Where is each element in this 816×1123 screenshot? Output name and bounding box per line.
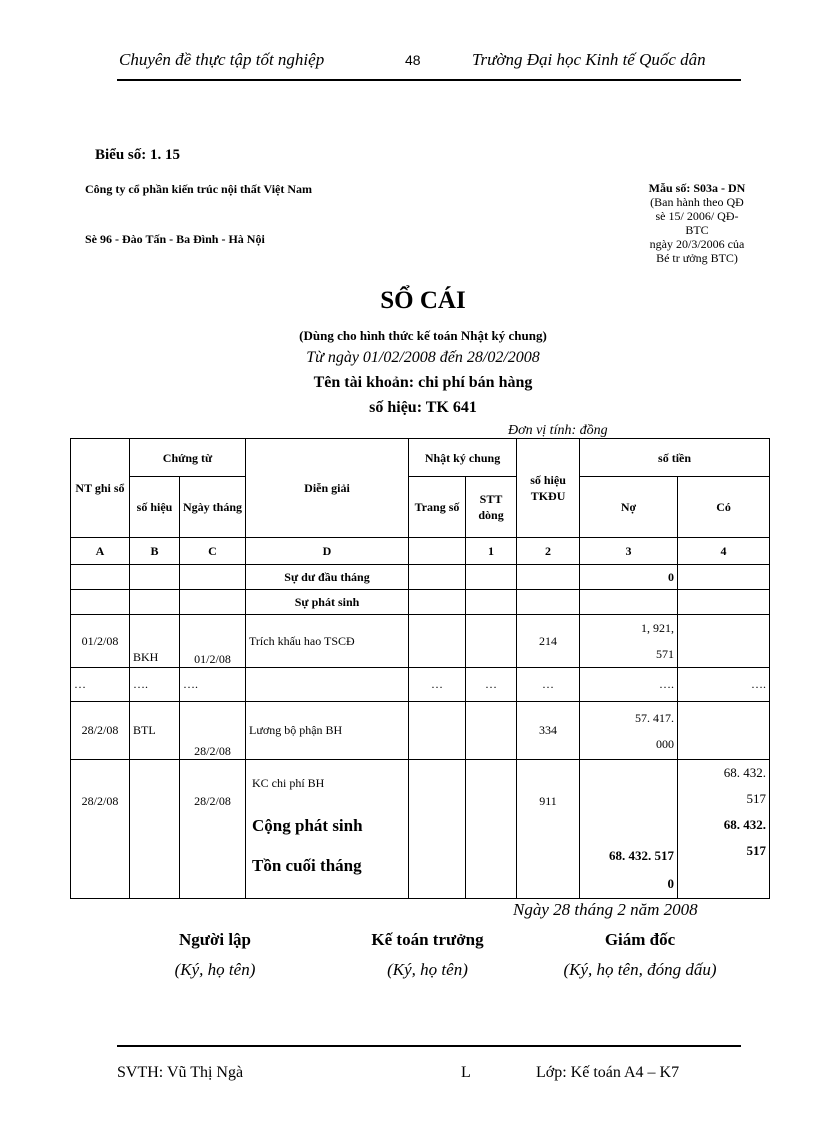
header-date: NT ghi sổ — [71, 439, 130, 538]
closing-label: Tồn cuối tháng — [252, 856, 362, 875]
opening-debit: 0 — [580, 565, 678, 590]
header-amount: số tiền — [580, 439, 770, 477]
credit-column: 68. 432. 517 68. 432. 517 — [678, 760, 770, 899]
dots-cell: … — [71, 668, 130, 702]
header-left: Chuyên đề thực tập tốt nghiệp — [119, 50, 325, 69]
table-row — [71, 590, 770, 615]
row-account: 214 — [517, 615, 580, 668]
table-row — [71, 565, 770, 590]
row-voucher-date: 28/2/08 — [180, 702, 246, 760]
header-account: số hiệu TKĐU — [517, 439, 580, 538]
dots-cell: … — [466, 668, 517, 702]
row-description: Trích khấu hao TSCĐ — [246, 615, 409, 668]
table-row — [71, 702, 770, 760]
template-line: sè 15/ 2006/ QĐ- — [655, 209, 739, 223]
table-row — [71, 668, 770, 702]
dots-cell: …. — [180, 668, 246, 702]
table-row — [71, 615, 770, 668]
row-date: 28/2/08 — [71, 702, 130, 760]
form-label: Biểu số: 1. 15 — [95, 147, 181, 163]
signature-accountant: Kế toán trưởng (Ký, họ tên) — [371, 930, 484, 979]
code-cell: 3 — [580, 538, 678, 565]
page-title: SỔ CÁI — [380, 287, 466, 314]
footer-rule — [117, 1045, 741, 1047]
row-debit: 57. 417. 000 — [580, 702, 678, 760]
code-cell: 2 — [517, 538, 580, 565]
header-right: Trường Đại học Kinh tế Quốc dân — [472, 50, 706, 69]
header-journal: Nhật ký chung — [409, 439, 517, 477]
header-voucher-date: Ngày tháng — [180, 477, 246, 538]
code-cell: A — [71, 538, 130, 565]
row-voucher-no: BKH — [130, 615, 180, 668]
total-debit: 68. 432. 517 0 — [580, 760, 678, 899]
code-cell: D — [246, 538, 409, 565]
row-description: Lương bộ phận BH — [246, 702, 409, 760]
header-voucher: Chứng từ — [130, 439, 246, 477]
template-line: BTC — [685, 223, 709, 237]
account-name: Tên tài khoản: chi phí bán hàng — [313, 374, 533, 391]
row-date: 01/2/08 — [71, 615, 130, 668]
dots-cell: … — [409, 668, 466, 702]
footer-mid: L — [461, 1064, 471, 1081]
row-description: KC chi phí BH Cộng phát sinh Tồn cuối tháng — [246, 760, 409, 899]
template-code: Mẫu số: S03a - DN — [648, 181, 746, 195]
company-name: Công ty cổ phần kiến trúc nội thất Việt Nam — [85, 182, 313, 196]
header-page: Trang số — [409, 477, 466, 538]
header-rule — [117, 79, 741, 81]
row-date: 28/2/08 — [71, 760, 130, 899]
row-account: 911 — [517, 760, 580, 899]
code-cell: 1 — [466, 538, 517, 565]
arising-label: Sự phát sinh — [246, 590, 409, 615]
row-voucher-no: BTL — [130, 702, 180, 760]
unit-label: Đơn vị tính: đồng — [508, 423, 608, 438]
account-number: số hiệu: TK 641 — [369, 399, 477, 416]
signature-director: Giám đốc (Ký, họ tên, đóng dấu) — [563, 930, 717, 979]
footer-class: Lớp: Kế toán A4 – K7 — [536, 1064, 680, 1081]
sign-date: Ngày 28 tháng 2 năm 2008 — [513, 900, 698, 919]
row-voucher-date: 01/2/08 — [180, 615, 246, 668]
template-line: ngày 20/3/2006 của — [649, 237, 745, 251]
dots-cell: …. — [678, 668, 770, 702]
row-voucher-date: 28/2/08 — [180, 760, 246, 899]
dots-cell: …. — [580, 668, 678, 702]
opening-balance-label: Sự dư đầu tháng — [246, 565, 409, 590]
code-cell: C — [180, 538, 246, 565]
code-cell — [409, 538, 466, 565]
header-voucher-no: số hiệu — [130, 477, 180, 538]
dots-cell: … — [517, 668, 580, 702]
code-cell: B — [130, 538, 180, 565]
page-number: 48 — [405, 52, 421, 68]
table-row — [71, 760, 770, 899]
ledger-table — [70, 438, 770, 899]
total-label: Cộng phát sinh — [252, 816, 363, 835]
footer-student: SVTH: Vũ Thị Ngà — [117, 1064, 244, 1081]
template-line: (Ban hành theo QĐ — [650, 195, 744, 209]
code-row — [71, 538, 770, 565]
header-debit: Nợ — [580, 477, 678, 538]
dots-cell: …. — [130, 668, 180, 702]
period: Từ ngày 01/02/2008 đến 28/02/2008 — [306, 349, 540, 366]
row-debit: 1, 921, 571 — [580, 615, 678, 668]
page-subtitle: (Dùng cho hình thức kế toán Nhật ký chung) — [299, 328, 547, 343]
header-line: STT dòng — [466, 477, 517, 538]
template-note — [622, 181, 772, 265]
company-address: Sè 96 - Đào Tấn - Ba Đình - Hà Nội — [85, 232, 265, 246]
signature-preparer: Người lập (Ký, họ tên) — [174, 930, 256, 979]
template-line: Bé tr ưởng BTC) — [656, 251, 738, 265]
header-credit: Có — [678, 477, 770, 538]
header-description: Diễn giải — [246, 439, 409, 538]
code-cell: 4 — [678, 538, 770, 565]
row-account: 334 — [517, 702, 580, 760]
closing-debit: 0 — [667, 876, 675, 891]
